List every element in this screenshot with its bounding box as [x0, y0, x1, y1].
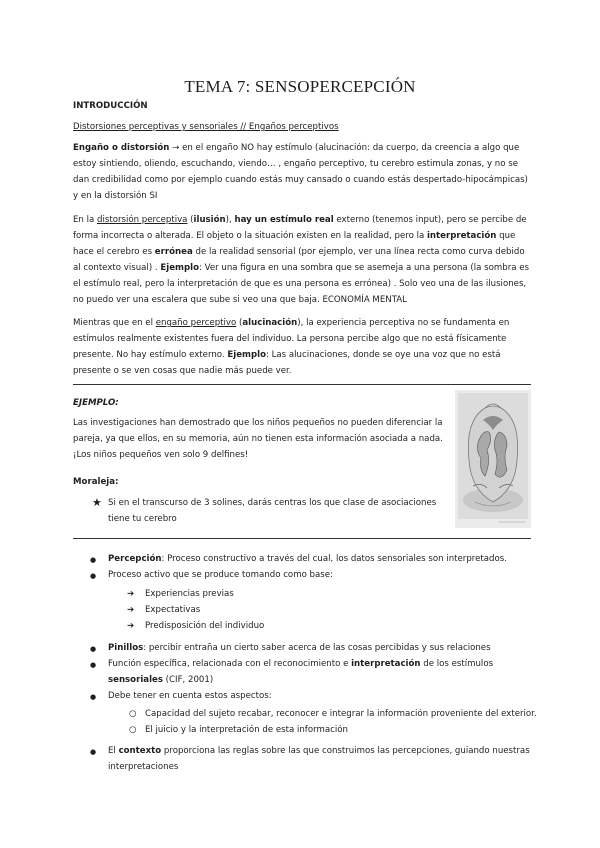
list-item-contexto [108, 743, 538, 775]
text: Función específica, relacionada con el reconocimiento e [108, 659, 352, 669]
term-engano: Engaño o distorsión [73, 143, 170, 153]
term-interpretacion: interpretación [426, 231, 497, 241]
list-item-percepcion [108, 551, 538, 567]
text: ( [187, 215, 194, 225]
circle-icon: ○ [129, 725, 137, 735]
sub-item: Experiencias previas [145, 589, 234, 599]
subheading: Distorsiones perceptivas y sensoriales // Engaños perceptivos [73, 122, 339, 132]
illusion-image [455, 390, 531, 528]
sub-item: El juicio y la interpretación de esta información [145, 725, 348, 735]
paragraph-distorsion [73, 212, 531, 308]
example-text: Las investigaciones han demostrado que los niños pequeños no pueden diferenciar la pareja, ya que ellos, en su memoria, aún no tienen esta información asociada a nada. ¡Los niños pequeños ven solo 9 delfines! [73, 418, 443, 460]
arrow-icon: ➔ [127, 621, 135, 631]
text: : Proceso constructivo a través del cual, los datos sensoriales son interpretados. [161, 554, 507, 564]
text: En la [73, 215, 97, 225]
list-item-debe: Debe tener en cuenta estos aspectos: [108, 691, 272, 701]
list-item-funcion [108, 656, 538, 688]
term-alucinacion: alucinación [242, 318, 298, 328]
sub-item: Predisposición del individuo [145, 621, 265, 631]
term-distorsion-perceptiva: distorsión perceptiva [97, 215, 188, 225]
text: externo (tenemos input), pero se percibe de forma incorrecta o alterada. El objeto o la situación existen en la realidad, pero la [73, 215, 527, 241]
term-engano-perceptivo: engaño perceptivo [155, 318, 237, 328]
text: : Ver una figura en una sombra que se asemeja a una persona (la sombra es el estímulo real, pero la interpretación de que es una persona es errónea) . Solo veo una de las ilusiones, no puedo ver una escalera que sube si veo una que baja. ECONOMÍA MENTAL [73, 263, 529, 305]
term-erronea: errónea [154, 247, 193, 257]
text: El [108, 746, 119, 756]
sub-item: Capacidad del sujeto recabar, reconocer e integrar la información proveniente del exterior. [145, 709, 537, 719]
list-item-pinillos [108, 640, 538, 656]
bullet-icon: ● [90, 661, 97, 669]
text: (CIF, 2001) [162, 675, 214, 685]
term-ejemplo: Ejemplo [160, 263, 199, 273]
arrow-icon: ➔ [127, 589, 135, 599]
text: proporciona las reglas sobre las que construimos las percepciones, guiando nuestras interpretaciones [108, 746, 530, 772]
list-item-proceso: Proceso activo que se produce tomando como base: [108, 570, 333, 580]
bullet-icon: ● [90, 693, 97, 701]
term-pinillos: Pinillos [108, 643, 144, 653]
page-title: TEMA 7: SENSOPERCEPCIÓN [184, 77, 416, 96]
term-sensoriales: sensoriales [108, 675, 163, 685]
text: que hace el cerebro es [73, 231, 516, 257]
bullet-icon: ● [90, 556, 97, 564]
term-estimulo-real: hay un estímulo real [234, 215, 334, 225]
bullet-icon: ● [90, 748, 97, 756]
arrow-icon: ➔ [127, 605, 135, 615]
circle-icon: ○ [129, 709, 137, 719]
moraleja-text: Si en el transcurso de 3 solines, darás centras los que clase de asociaciones tiene tu cerebro [108, 498, 437, 524]
moraleja-heading: Moraleja: [73, 477, 119, 487]
term-interpretacion: interpretación [351, 659, 421, 669]
text: de los estímulos [420, 659, 494, 669]
term-ejemplo: Ejemplo [227, 350, 266, 360]
term-percepcion: Percepción [108, 554, 162, 564]
bullet-icon: ● [90, 645, 97, 653]
text: : percibir entraña un cierto saber acerca de las cosas percibidas y sus relaciones [143, 643, 491, 653]
divider [73, 384, 531, 385]
paragraph-text: → en el engaño NO hay estímulo (alucinación: da cuerpo, da creencia a algo que estoy sintiendo, oliendo, escuchando, viendo… , engaño perceptivo, tu cerebro estimula zonas, y no se dan credibilidad como por ejemplo cuando estás muy cansado o cuando estás despertado-hipocámpicas) y en la distorsión SI [73, 143, 528, 201]
paragraph-engano [73, 140, 531, 204]
bullet-icon: ● [90, 572, 97, 580]
text: ), la experiencia perceptiva no se fundamenta en estímulos realmente existentes fuera del individuo. La persona percibe algo que no está físicamente presente. No hay estímulo externo. [73, 318, 510, 360]
term-ilusion: ilusión [193, 215, 226, 225]
text: ( [236, 318, 243, 328]
text: de la realidad sensorial (por ejemplo, ver una línea recta como curva debido al contexto visual) . [73, 247, 525, 273]
example-heading: EJEMPLO: [73, 398, 119, 408]
sub-item: Expectativas [145, 605, 201, 615]
text: : Las alucinaciones, donde se oye una voz que no está presente o se ven cosas que nadie más puede ver. [73, 350, 501, 376]
intro-heading: INTRODUCCIÓN [73, 101, 148, 111]
term-contexto: contexto [118, 746, 162, 756]
text: Mientras que en el [73, 318, 156, 328]
star-icon: ★ [92, 496, 102, 509]
text: ), [225, 215, 235, 225]
paragraph-engano-perceptivo [73, 315, 531, 379]
divider [73, 538, 531, 539]
